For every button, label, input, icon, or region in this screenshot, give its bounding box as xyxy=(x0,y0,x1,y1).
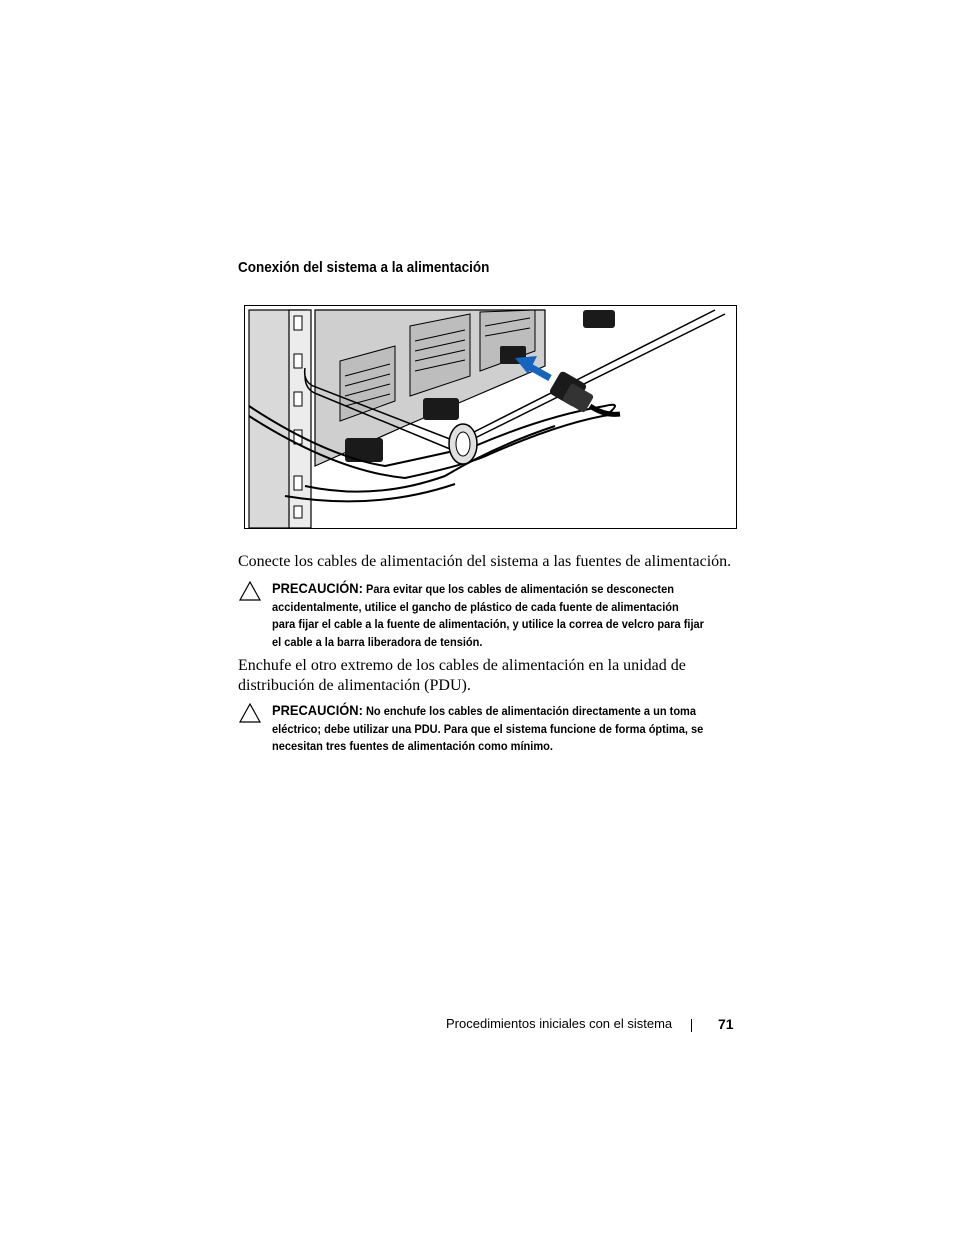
rack-rail-icon xyxy=(249,310,311,528)
footer-title: Procedimientos iniciales con el sistema xyxy=(446,1016,673,1031)
velcro-strap-icon xyxy=(449,424,477,464)
paragraph-connect-cables: Conecte los cables de alimentación del sistema a las fuentes de alimentación. xyxy=(238,553,732,570)
page-number: 71 xyxy=(718,1016,734,1032)
caution-text: Para evitar que los cables de alimentación se desconecten accidentalmente, utilice el gancho de plástico de cada fuente de alimentación para fijar el cable a la fuente de alimentación, y utilice la correa de velcro para fijar el cable a la barra liberadora de tensión. xyxy=(272,582,704,649)
caution-text: No enchufe los cables de alimentación directamente a un toma eléctrico; debe utilizar una PDU. Para que el sistema funcione de forma óptima, se necesitan tres fuentes de alimentación como mínimo. xyxy=(272,704,704,753)
warning-triangle-icon xyxy=(238,580,262,602)
paragraph-plug-pdu: Enchufe el otro extremo de los cables de alimentación en la unidad de distribución de alimentación (PDU). xyxy=(238,657,686,694)
caution-label: PRECAUCIÓN: xyxy=(272,580,363,596)
caution-label: PRECAUCIÓN: xyxy=(272,702,363,718)
section-heading: Conexión del sistema a la alimentación xyxy=(238,259,490,276)
caution-block-2 xyxy=(238,702,738,758)
footer-divider xyxy=(691,1019,692,1032)
warning-triangle-icon xyxy=(238,702,262,724)
power-connection-figure xyxy=(244,305,737,529)
caution-block-1 xyxy=(238,580,738,652)
